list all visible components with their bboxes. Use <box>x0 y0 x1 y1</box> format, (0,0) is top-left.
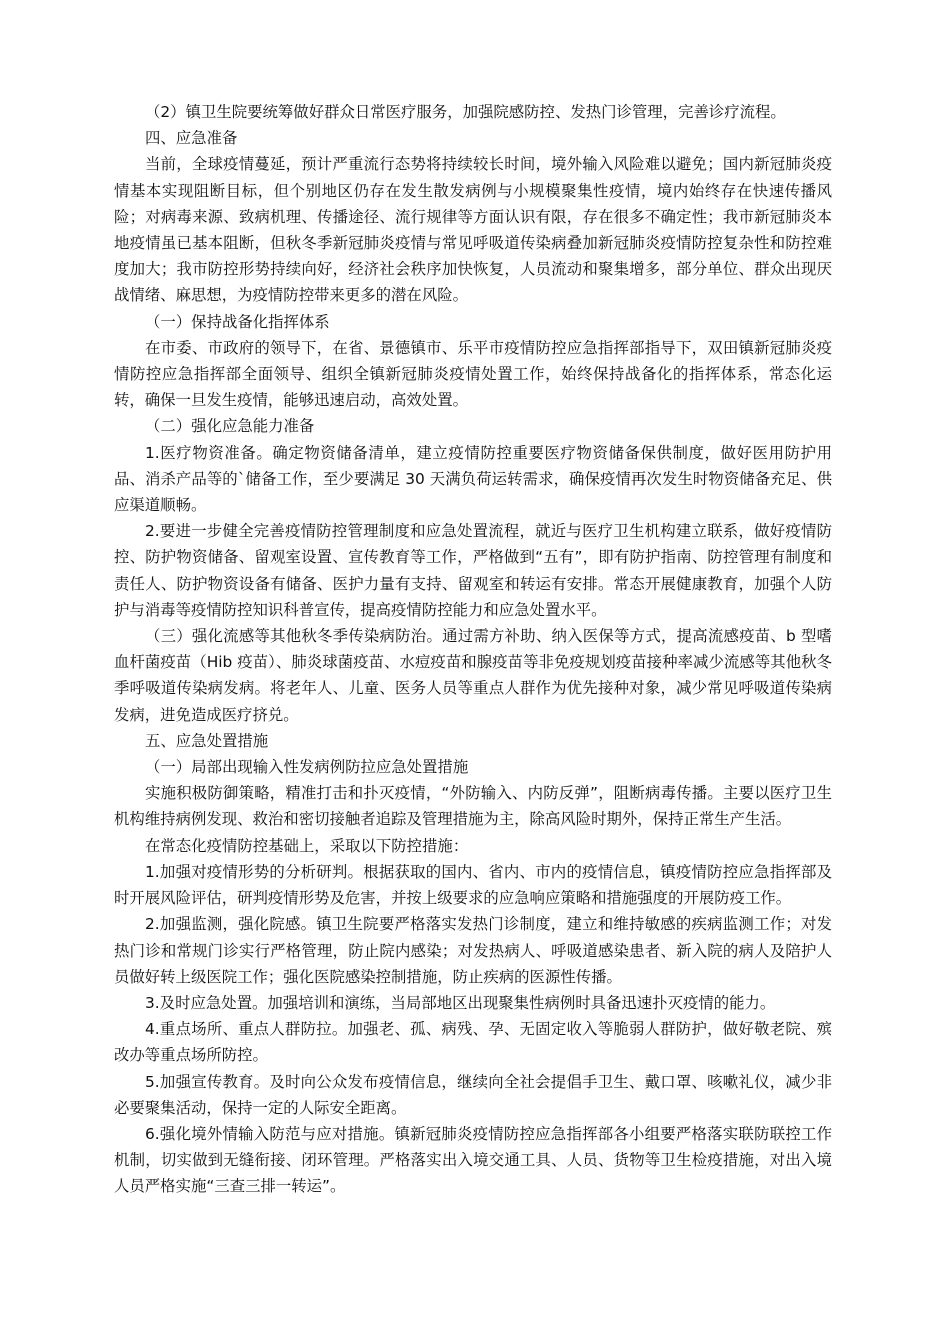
document-body <box>114 99 832 1200</box>
paragraph-measure-key-places: 4.重点场所、重点人群防拉。加强老、孤、病残、孕、无固定收入等脆弱人群防护，做好敬老院、殡改办等重点场所防控。 <box>114 1020 832 1065</box>
paragraph-current-situation: 当前，全球疫情蔓延，预计严重流行态势将持续较长时间，境外输入风险难以避免；国内新冠肺炎疫情基本实现阻断目标，但个别地区仍存在发生散发病例与小规模聚集性疫情，境内始终存在快速传播风险；对病毒来源、致病机理、传播途径、流行规律等方面认识有限，存在很多不确定性；我市新冠肺炎本地疫情虽已基本阻断，但秋冬季新冠肺炎疫情与常见呼吸道传染病叠加新冠肺炎疫情防控复杂性和防控难度加大；我市防控形势持续向好，经济社会秩序加快恢复，人员流动和聚集增多，部分单位、群众出现厌战情绪、麻思想，为疫情防控带来更多的潜在风险。 <box>114 155 832 305</box>
section-heading-emergency-measures: 五、应急处置措施 <box>145 731 269 750</box>
paragraph-measures-intro: 在常态化疫情防控基础上，采取以下防控措施： <box>145 836 469 855</box>
paragraph-clinic-services: （2）镇卫生院要统筹做好群众日常医疗服务，加强院感防控、发热门诊管理，完善诊疗流程。 <box>145 103 786 121</box>
paragraph-command-system: 在市委、市政府的领导下，在省、景德镇市、乐平市疫情防控应急指挥部指导下，双田镇新冠肺炎疫情防控应急指挥部全面领导、组织全镇新冠肺炎疫情处置工作，始终保持战备化的指挥体系，常态化运转，确保一旦发生疫情，能够迅速启动，高效处置。 <box>114 338 832 410</box>
paragraph-measure-response: 3.及时应急处置。加强培训和演练，当局部地区出现聚集性病例时具备迅速扑灭疫情的能力。 <box>145 993 776 1012</box>
section-heading-emergency-preparation: 四、应急准备 <box>145 129 238 148</box>
subheading-imported-cases: （一）局部出现输入性发病例防拉应急处置措施 <box>145 758 469 777</box>
paragraph-measure-analysis: 1.加强对疫情形势的分析研判。根据获取的国内、省内、市内的疫情信息，镇疫情防控应急指挥部及时开展风险评估，研判疫情形势及危害，并按上级要求的应急响应策略和措施强度的开展防疫工作。 <box>114 862 832 908</box>
paragraph-measure-publicity: 5.加强宣传教育。及时向公众发布疫情信息，继续向全社会提倡手卫生、戴口罩、咳嗽礼仪，减少非必要聚集活动，保持一定的人际安全距离。 <box>114 1072 832 1117</box>
paragraph-measure-monitoring: 2.加强监测，强化院感。镇卫生院要严格落实发热门诊制度，建立和维持敏感的疾病监测工作；对发热门诊和常规门诊实行严格管理，防止院内感染；对发热病人、呼吸道感染患者、新入院的病人及陪护人员做好转上级医院工作；强化医院感染控制措施，防止疾病的医源性传播。 <box>114 915 832 986</box>
subheading-command-system: （一）保持战备化指挥体系 <box>145 312 330 331</box>
paragraph-defense-strategy: 实施积极防御策略，精准打击和扑灭疫情，“外防输入、内防反弹”，阻断病毒传播。主要以医疗卫生机构维持病例发现、救治和密切接触者追踪及管理措施为主，除高风险时期外，保持正常生产生活。 <box>114 784 832 829</box>
subheading-emergency-capacity: （二）强化应急能力准备 <box>145 417 315 436</box>
paragraph-medical-supplies: 1.医疗物资准备。确定物资储备清单，建立疫情防控重要医疗物资储备保供制度，做好医用防护用品、消杀产品等的`储备工作，至少要满足 30 天满负荷运转需求，确保疫情再次发生时物资储备充足、供应渠道顺畅。 <box>114 443 832 515</box>
paragraph-measure-border: 6.强化境外情输入防范与应对措施。镇新冠肺炎疫情防控应急指挥部各小组要严格落实联防联控工作机制，切实做到无缝衔接、闭环管理。严格落实出入境交通工具、人员、货物等卫生检疫措施，对出入境人员严格实施“三查三排一转运”。 <box>114 1124 832 1196</box>
paragraph-influenza-prevention: （三）强化流感等其他秋冬季传染病防治。通过需方补助、纳入医保等方式，提高流感疫苗、b 型嗜血杆菌疫苗（Hib 疫苗）、肺炎球菌疫苗、水痘疫苗和腺疫苗等非免疫规划疫苗接种率减少流感等其他秋冬季呼吸道传染病发病。将老年人、儿童、医务人员等重点人群作为优先接种对象，减少常见呼吸道传染病发病，进免造成医疗挤兑。 <box>114 627 832 724</box>
paragraph-management-system: 2.要进一步健全完善疫情防控管理制度和应急处置流程，就近与医疗卫生机构建立联系，做好疫情防控、防护物资储备、留观室设置、宣传教育等工作，严格做到“五有”，即有防护指南、防控管理有制度和责任人、防护物资设备有储备、医护力量有支持、留观室和转运有安排。常态开展健康教育，加强个人防护与消毒等疫情防控知识科普宣传，提高疫情防控能力和应急处置水平。 <box>114 522 832 619</box>
